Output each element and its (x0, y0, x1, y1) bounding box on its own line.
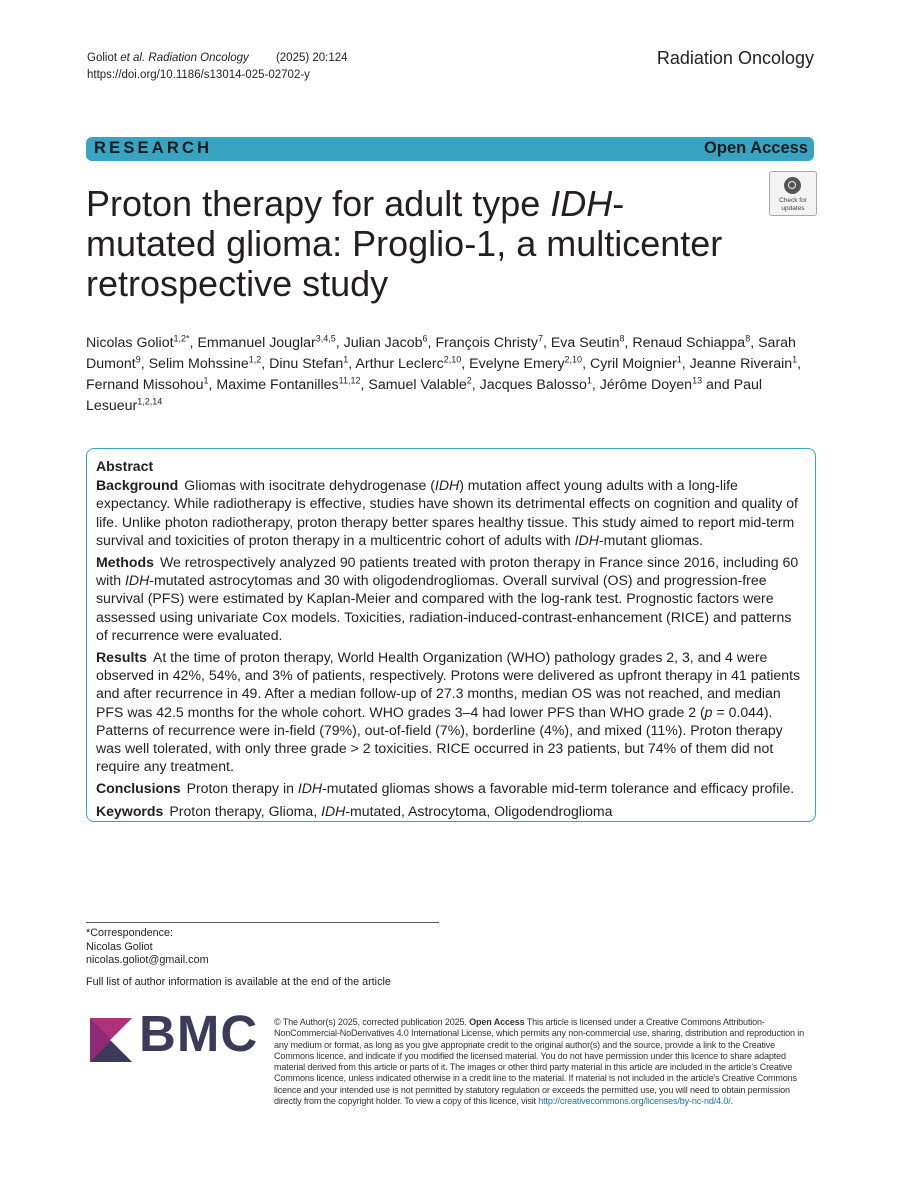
citation-journal: Radiation Oncology (145, 52, 249, 64)
abstract-methods (96, 553, 805, 644)
research-label: RESEARCH (94, 139, 213, 157)
author-name[interactable]: Renaud Schiappa (632, 335, 746, 351)
keywords-label: Keywords (96, 802, 164, 819)
author-name[interactable]: Selim Mohssine (148, 356, 249, 372)
results-text-b: = 0.044). Patterns of recurrence were in-field (79%), out-of-field (7%), borderline (4%), and mixed (11%). Proton therapy was well tolerated, with only three grade > 2 toxicities. RICE occurred in 23 patients, but 74% of them did not require any treatment. (96, 703, 783, 775)
article-type-banner (86, 137, 814, 161)
background-idh-2: IDH (574, 531, 599, 548)
author-affiliation: 1,2 (248, 354, 262, 365)
author-name[interactable]: Fernand Missohou (86, 377, 204, 393)
author-affiliation: 6 (422, 333, 428, 344)
correspondence-name: Nicolas Goliot (86, 940, 153, 953)
check-updates-icon (784, 177, 801, 194)
abstract-results (96, 648, 805, 775)
author-name[interactable]: François Christy (435, 335, 538, 351)
title-idh: IDH (550, 183, 613, 224)
title-part2: -mutated glioma: Proglio-1, a multicenter retrospective study (86, 183, 723, 304)
conclusions-text-b: -mutated gliomas shows a favorable mid-term tolerance and efficacy profile. (322, 780, 795, 797)
author-name[interactable]: Evelyne Emery (469, 356, 565, 372)
author-list: Nicolas Goliot$^{1,2*}$, Emmanuel Jouglar$^{3,4,5}$, Julian Jacob$^6$, François Christy$^7$, Eva Seutin$^8$, Renaud Schiappa$^8$, Sarah Dumont$^9$, Selim Mohssine$^{1,2}$, Dinu Stefan$^1$, Arthur Leclerc$^{2,10}$, Evelyne Emery$^{2,10}$, Cyril Moignier$^1$, Jeanne Riverain$^1$, Fernand Missohou$^1$, Maxime Fontanilles$^{11,12}$, Samuel Valable$^2$, Jacques Balosso$^1$, Jérôme Doyen$^{13}$ and Paul Lesueur$^{1,2,14}$ (86, 333, 802, 414)
author-name[interactable]: Paul Lesueur (86, 377, 763, 414)
author-name[interactable]: Nicolas Goliot (86, 335, 174, 351)
author-affiliation: 3,4,5 (315, 333, 336, 344)
results-text-a: At the time of proton therapy, World Health Organization (WHO) pathology grades 2, 3, and 4 were observed in 42%, 54%, and 3% of patients, respectively. Protons were delivered as upfront therapy in 41 patients and after recurrence in 49. After a median follow-up of 27.3 months, median OS was not reached, and median PFS was 42.5 months for the whole cohort. WHO grades 3–4 had lower PFS than WHO grade 2 ( (96, 649, 801, 720)
author-affiliation: 1,2* (173, 333, 190, 344)
authors-conjunction: and (706, 377, 730, 393)
conclusions-idh: IDH (297, 780, 323, 797)
citation-header (87, 50, 348, 84)
methods-text-a: We retrospectively analyzed 90 patients treated with proton therapy in France since 2016, including 60 with (96, 554, 799, 589)
doi-link[interactable]: https://doi.org/10.1186/s13014-025-02702-y (87, 69, 310, 81)
article-title (86, 184, 746, 304)
footnote-divider (86, 922, 439, 923)
author-affiliation: 11,12 (338, 375, 361, 386)
author-name[interactable]: Cyril Moignier (589, 356, 677, 372)
author-name[interactable]: Samuel Valable (368, 377, 467, 393)
author-affiliation: 9 (135, 354, 141, 365)
conclusions-text-a: Proton therapy in (186, 780, 298, 797)
check-updates-label (770, 197, 816, 212)
results-label: Results (96, 649, 147, 666)
author-name[interactable]: Arthur Leclerc (355, 356, 444, 372)
author-affiliation: 1 (676, 354, 682, 365)
author-affiliation: 2,10 (443, 354, 462, 365)
title-part1: Proton therapy for adult type (86, 183, 551, 224)
abstract-keywords (96, 802, 805, 820)
abstract-background (96, 476, 805, 549)
author-name[interactable]: Emmanuel Jouglar (197, 335, 316, 351)
author-affiliation: 8 (619, 333, 625, 344)
correspondence-block (86, 927, 209, 968)
bmc-logo-text: BMC (139, 1005, 259, 1062)
license-copyright: © The Author(s) 2025, corrected publication 2025. (274, 1017, 467, 1027)
check-for-updates-button[interactable] (769, 171, 817, 216)
author-info-note: Full list of author information is available at the end of the article (86, 976, 391, 988)
keywords-text-a: Proton therapy, Glioma, (169, 802, 322, 819)
methods-idh: IDH (124, 572, 150, 589)
abstract-box (86, 448, 816, 822)
citation-year: (2025) 20:124 (275, 52, 348, 64)
check-updates-line1: Check for (779, 197, 807, 204)
results-p: p (704, 703, 713, 720)
author-name[interactable]: Jeanne Riverain (689, 356, 793, 372)
background-text-a: Gliomas with isocitrate dehydrogenase ( (184, 477, 435, 494)
background-text-b: ) mutation affect young adults with a long-life expectancy. While radiotherapy is effective, studies have shown its detrimental effects on cognition and quality of life. Unlike photon radiotherapy, proton therapy better spares healthy tissue. This study aimed to report mid-term survival and toxicities of proton therapy in a multicentric cohort of adults with (96, 477, 798, 548)
abstract-conclusions (96, 779, 805, 797)
license-open-access: Open Access (469, 1017, 525, 1027)
abstract-heading: Abstract (96, 458, 154, 474)
methods-text-b: -mutated astrocytomas and 30 with oligodendrogliomas. Overall survival (OS) and progression-free survival (PFS) were estimated by Kaplan-Meier and compared with the log-rank test. Prognostic factors were assessed using univariate Cox models. Toxicities, radiation-induced-contrast-enhancement (RICE) and patterns of recurrence were evaluated. (96, 572, 792, 643)
keywords-idh: IDH (321, 802, 346, 819)
author-affiliation: 1,2,14 (137, 396, 163, 407)
correspondence-email[interactable]: nicolas.goliot@gmail.com (86, 954, 209, 966)
correspondence-label: *Correspondence: (86, 927, 174, 939)
author-name[interactable]: Sarah Dumont (86, 335, 796, 372)
author-affiliation: 1 (586, 375, 592, 386)
license-body: This article is licensed under a Creative Commons Attribution-NonCommercial-NoDerivatives 4.0 International License, which permits any non-commercial use, sharing, distribution and reproduction in any medium or format, as long as you give appropriate credit to the original author(s) and the source, provide a link to the Creative Commons licence, and indicate if you modified the licensed material. You do not have permission under this licence to share adapted material derived from this article or parts of it. The images or other third party material in this article are included in the article's Creative Commons licence, unless indicated otherwise in a credit line to the material. If material is not included in the article's Creative Commons licence and your intended use is not permitted by statutory regulation or exceeds the permitted use, you will need to obtain permission directly from the copyright holder. To view a copy of this licence, visit (274, 1017, 805, 1107)
background-text-c: -mutant gliomas. (598, 531, 704, 548)
author-name[interactable]: Jacques Balosso (479, 377, 587, 393)
author-affiliation: 7 (537, 333, 543, 344)
citation-etal: et al. (120, 52, 146, 64)
license-end: . (730, 1096, 733, 1107)
journal-name: Radiation Oncology (656, 48, 814, 68)
background-label: Background (96, 477, 179, 494)
author-affiliation: 1 (343, 354, 349, 365)
author-affiliation: 8 (745, 333, 751, 344)
conclusions-label: Conclusions (96, 780, 181, 797)
license-text (274, 1017, 816, 1107)
author-name[interactable]: Dinu Stefan (269, 356, 344, 372)
background-idh: IDH (434, 477, 460, 494)
author-name[interactable]: Julian Jacob (343, 335, 423, 351)
citation-authors: Goliot (87, 52, 121, 64)
author-name[interactable]: Maxime Fontanilles (216, 377, 339, 393)
author-affiliation: 1 (203, 375, 209, 386)
author-affiliation: 2 (466, 375, 472, 386)
methods-label: Methods (96, 554, 154, 571)
license-link[interactable]: http://creativecommons.org/licenses/by-nc-nd/4.0/ (538, 1096, 731, 1107)
open-access-label: Open Access (704, 139, 808, 157)
author-name[interactable]: Jérôme Doyen (599, 377, 693, 393)
author-affiliation: 13 (692, 375, 703, 386)
keywords-text-b: -mutated, Astrocytoma, Oligodendroglioma (345, 802, 613, 819)
check-updates-line2: updates (781, 204, 805, 212)
author-affiliation: 1 (792, 354, 798, 365)
author-affiliation: 2,10 (564, 354, 583, 365)
author-name[interactable]: Eva Seutin (550, 335, 620, 351)
